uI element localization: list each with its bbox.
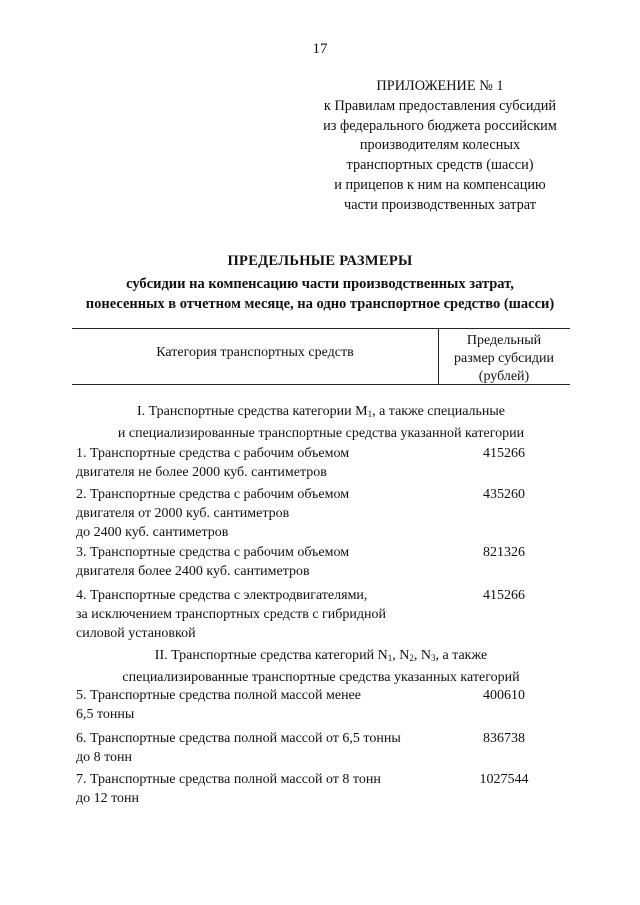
row-label-line: 1. Транспортные средства с рабочим объемом — [76, 446, 350, 461]
row-label-line: двигателя более 2400 куб. сантиметров — [76, 564, 310, 579]
header-max-amount — [438, 332, 570, 386]
row-label-line: двигателя не более 2000 куб. сантиметров — [76, 465, 327, 480]
appendix-line: части производственных затрат — [344, 196, 536, 213]
row-label-line: до 2400 куб. сантиметров — [76, 525, 229, 540]
row-label-line: 4. Транспортные средства с электродвигателями, — [76, 588, 368, 603]
row-label-line: за исключением транспортных средств с гибридной — [76, 607, 386, 622]
row-label-line: 5. Транспортные средства полной массой менее — [76, 688, 361, 703]
row-label-line: двигателя от 2000 куб. сантиметров — [76, 506, 290, 521]
section-2-line-2: специализированные транспортные средства указанных категорий — [122, 670, 520, 685]
table-row — [76, 586, 446, 643]
row-value: 415266 — [483, 588, 525, 603]
subtitle-line: субсидии на компенсацию части производственных затрат, — [126, 276, 514, 292]
header-max-line: размер субсидии — [454, 351, 554, 366]
appendix-line: производителям колесных — [359, 137, 521, 154]
row-label-line: 6. Транспортные средства полной массой от 6,5 тонны — [76, 731, 401, 746]
appendix-line: к Правилам предоставления субсидий — [323, 97, 557, 114]
row-label-line: до 8 тонн — [76, 750, 133, 765]
appendix-title: ПРИЛОЖЕНИЕ № 1 — [376, 78, 504, 94]
row-label-line: 6,5 тонны — [76, 707, 135, 722]
appendix-line: транспортных средств (шасси) — [346, 157, 534, 174]
row-label-line: до 12 тонн — [76, 791, 140, 806]
section-2-line-1: II. Транспортные средства категорий $N_1$, $N_2$, $N_3$, а также — [154, 648, 488, 663]
row-value: 400610 — [483, 688, 525, 703]
subtitle-line: понесенных в отчетном месяце, на одно транспортное средство (шасси) — [85, 296, 555, 312]
row-value: 435260 — [483, 487, 525, 502]
row-label-line: 3. Транспортные средства с рабочим объемом — [76, 545, 350, 560]
section-1-line-2: и специализированные транспортные средства указанной категории — [117, 426, 525, 441]
document-title: ПРЕДЕЛЬНЫЕ РАЗМЕРЫ — [227, 253, 413, 269]
header-category: Категория транспортных средств — [156, 345, 354, 360]
appendix-line: и прицепов к ним на компенсацию — [334, 176, 546, 193]
table-row — [76, 770, 446, 808]
table-top-rule — [72, 328, 570, 329]
table-row — [76, 729, 446, 767]
table-row — [76, 485, 446, 542]
row-label-line: 7. Транспортные средства полной массой от 8 тонн — [76, 772, 381, 787]
document-subtitle — [60, 274, 580, 314]
row-value: 821326 — [483, 545, 525, 560]
header-max-line: (рублей) — [478, 369, 530, 384]
table-row — [76, 543, 446, 581]
header-max-line: Предельный — [466, 333, 542, 348]
table-row — [76, 444, 446, 482]
page-number: 17 — [312, 41, 328, 57]
section-2-title — [72, 646, 570, 687]
section-1-title — [72, 402, 570, 443]
row-label-line: 2. Транспортные средства с рабочим объемом — [76, 487, 350, 502]
row-value: 1027544 — [479, 772, 529, 787]
row-label-line: силовой установкой — [76, 626, 196, 641]
row-value: 415266 — [483, 446, 525, 461]
table-row — [76, 686, 446, 724]
appendix-line: из федерального бюджета российским — [323, 117, 557, 134]
appendix-block — [302, 77, 578, 216]
section-1-line-1: I. Транспортные средства категории $M_1$, а также специальные — [136, 404, 506, 419]
row-value: 836738 — [483, 731, 525, 746]
